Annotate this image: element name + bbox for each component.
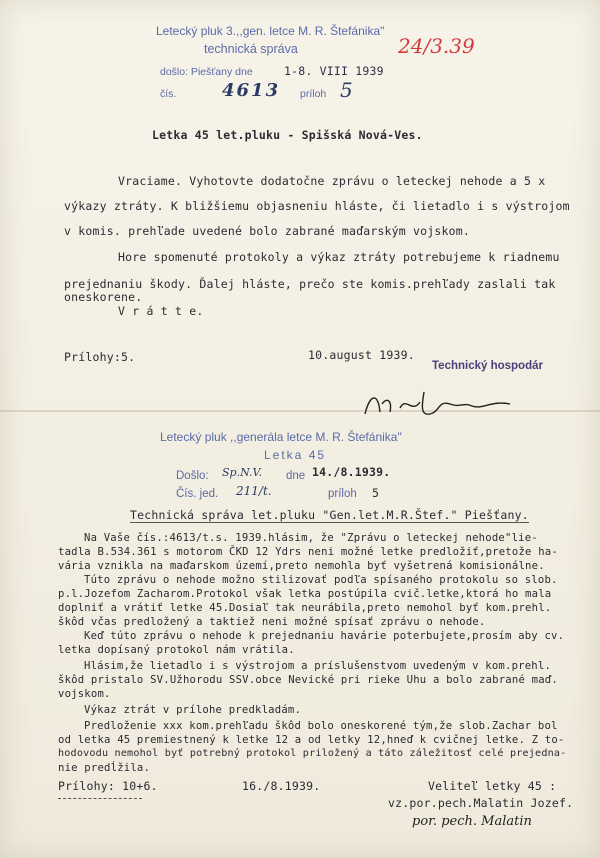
received-label: došlo: Piešťany dne: [160, 66, 253, 78]
stamp-received-row: [160, 66, 253, 78]
stamp-number-label: čís.: [160, 88, 177, 100]
stamp2-number-label: Čís. jed.: [176, 488, 219, 500]
stamp2-line-2: Letka 45: [264, 448, 327, 462]
stamp2-attachments: 5: [372, 486, 380, 500]
letter2-line: nie predĺžila.: [58, 762, 151, 774]
stamp-squadron-45: [160, 430, 402, 462]
letter2-line: od letka 45 premiestnený k letke 12 a od letky 12,hneď k cvičnej letke. Z to-: [58, 734, 565, 746]
letter2-line: Na Vaše čís.:4613/t.s. 1939.hlásim, že "Zprávu o leteckej nehode"lie-: [84, 532, 538, 544]
signature-letter1: [360, 384, 530, 428]
letter2-line: vojskom.: [58, 688, 111, 700]
stamp2-day-label: dne: [286, 470, 306, 482]
stamp2-received-place: Sp.N.V.: [222, 466, 263, 479]
letter1-date: 10.august 1939.: [308, 348, 415, 362]
letter1-line: V r á t t e.: [118, 304, 204, 318]
letter2-date: 16./8.1939.: [242, 779, 321, 793]
letter2-line: Túto zprávu o nehode možno stilizovať podľa spísaného protokolu so slob.: [84, 574, 558, 586]
commander-title: Veliteľ letky 45 :: [428, 779, 557, 793]
letter2-line: Keď túto zprávu o nehode k prejednaniu havárie poterbujete,prosím aby cv.: [84, 630, 565, 642]
stamp-line-2: technická správa: [204, 42, 298, 56]
stamp-attachments-label: príloh: [300, 88, 327, 100]
letter1-line: oneskorene.: [64, 290, 143, 304]
stamp-line-1: Letecký pluk 3.,,gen. letce M. R. Štefánika": [156, 24, 385, 38]
letter1-line: prejednaniu škody. Ďalej hláste, prečo ste komis.prehľady zaslali tak: [64, 277, 556, 291]
letter1-address: Letka 45 let.pluku - Spišská Nová-Ves.: [152, 128, 423, 142]
stamp2-received-date: 14./8.1939.: [312, 465, 391, 479]
letter1-attachments: Prílohy:5.: [64, 350, 136, 364]
letter2-line: Výkaz ztrát v prílohe predkladám.: [84, 704, 302, 716]
stamp2-attachments-label: príloh: [328, 488, 357, 500]
stamp2-received-label: Došlo:: [176, 470, 209, 482]
letter2-line: Predloženie xxx kom.prehľadu škôd bolo oneskorené tým,že slob.Zachar bol: [84, 720, 558, 732]
stamp-number: 4613: [222, 80, 281, 101]
letter1-line: Vraciame. Vyhotovte dodatočne zprávu o leteckej nehode a 5 x: [118, 174, 546, 188]
stamp-regiment-3: [156, 24, 384, 56]
received-date: 1-8. VIII 1939: [284, 64, 384, 78]
letter2-line: letka dopísaný protokol nám vrátila.: [58, 644, 295, 656]
stamp-attachments: 5: [340, 78, 353, 102]
letter1-line: výkazy ztráty. K bližšiemu objasneniu hláste, či lietadlo i s výstrojom: [64, 199, 570, 213]
attachments-divider: [58, 798, 142, 799]
letter2-address: Technická správa let.pluku "Gen.let.M.R.Štef." Piešťany.: [130, 508, 529, 522]
stamp2-line-1: Letecký pluk ,,generála letce M. R. Štefánika": [160, 430, 402, 444]
letter2-line: tadla B.534.361 s motorom ČKD 12 Ydrs neni možné letke predložiť,pretože ha-: [58, 546, 558, 558]
letter1-line: v komis. prehľade uvedené bolo zabrané maďarským vojskom.: [64, 224, 471, 238]
commander-name: vz.por.pech.Malatin Jozef.: [388, 796, 574, 810]
letter2-attachments: Prílohy: 10+6.: [58, 779, 158, 793]
stamp2-number: 211/t.: [236, 484, 272, 498]
letter2-line: hodovodu nemohol byť potrebný protokol priložený a táto záležitosť celé prejedna-: [58, 748, 567, 759]
letter2-line: vária vznikla na maďarskom území,preto nemohla byť vyšetrená komisionálne.: [58, 560, 545, 572]
letter1-line: Hore spomenuté protokoly a výkaz ztráty potrebujeme k riadnemu: [118, 250, 560, 264]
letter2-line: doplniť a vrátiť letke 45.Dosiaľ tak neurábila,preto nemohol byť kom.prehl.: [58, 602, 552, 614]
stamp-technical-office: Technický hospodár: [432, 360, 543, 372]
handwritten-reference: 24/3.39: [398, 34, 475, 58]
signature-letter2: por. pech. Malatin: [412, 814, 532, 829]
letter2-line: Hlásim,že lietadlo i s výstrojom a príslušenstvom uvedeným v kom.prehl.: [84, 660, 552, 672]
letter2-line: p.l.Jozefom Zacharom.Protokol však letka postúpila cvič.letke,ktorá ho mala: [58, 588, 552, 600]
letter2-line: škôd včas predložený a taktiež neni možné spísať zprávu o nehode.: [58, 616, 486, 628]
letter2-line: škôd pristalo SV.Užhorodu SSV.obce Nevické pri rieke Uhu a bolo zabrané maď.: [58, 674, 558, 686]
